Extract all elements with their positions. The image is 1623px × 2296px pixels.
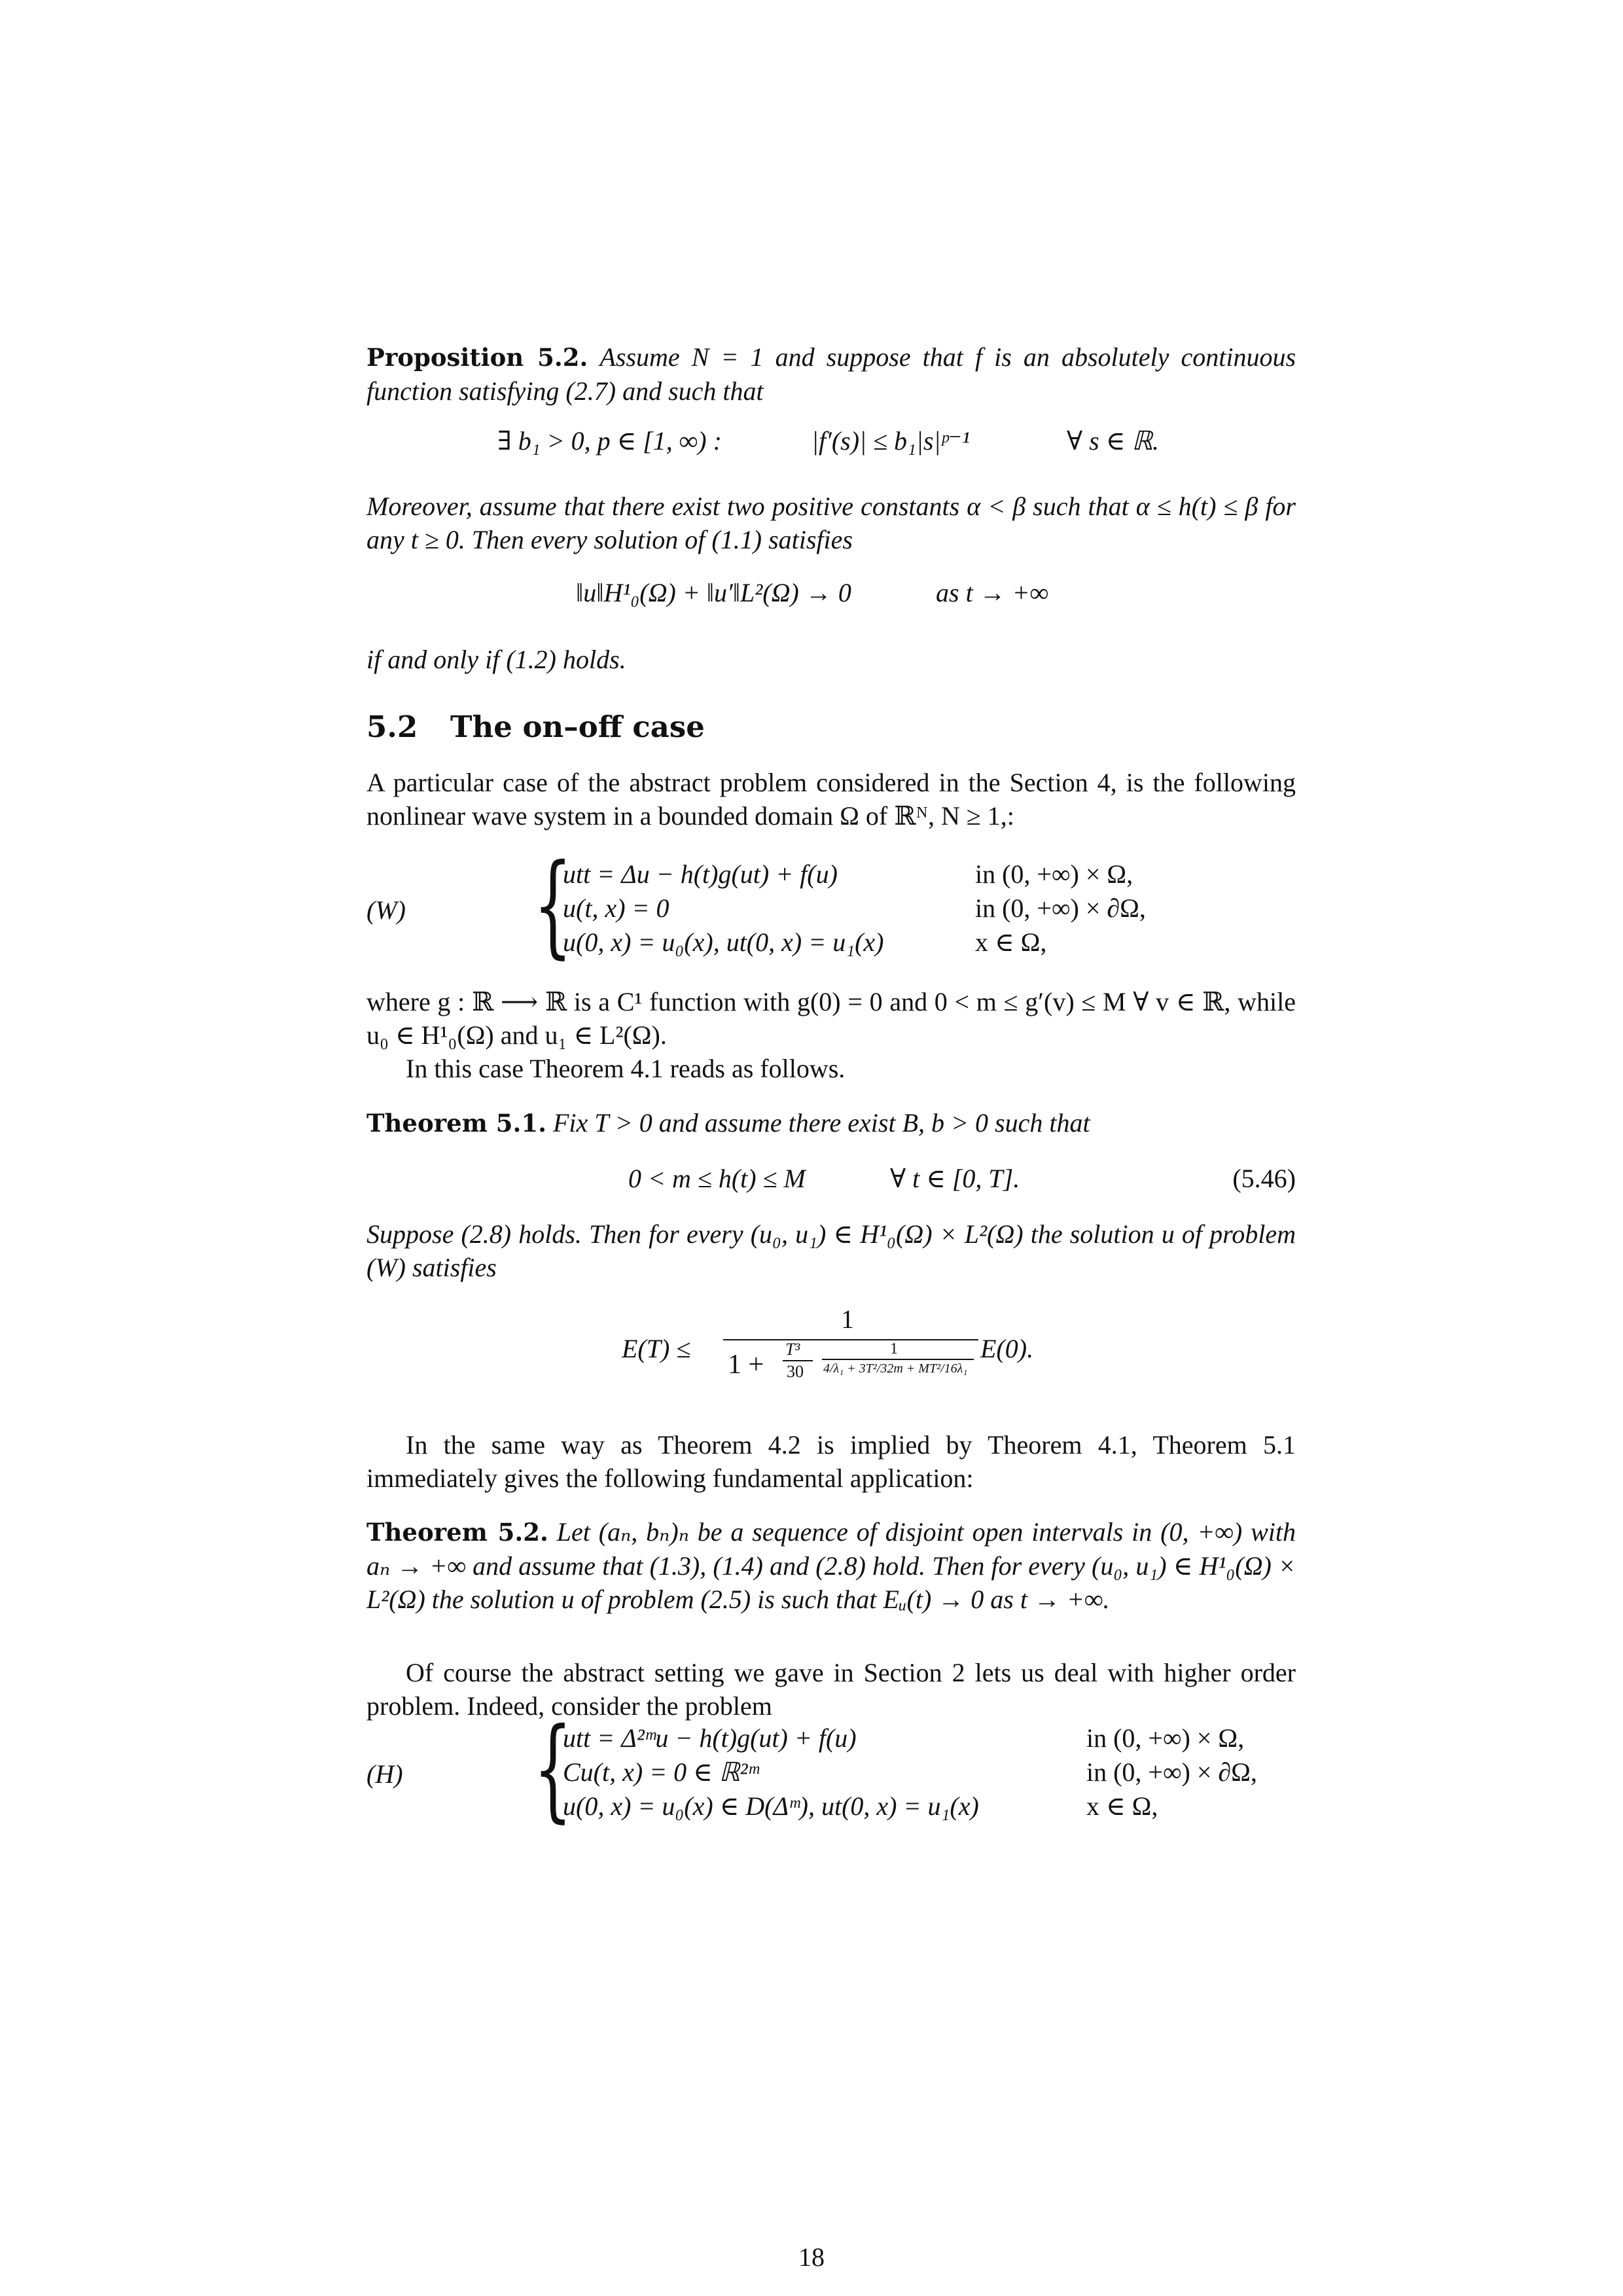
theorem-51-text-2: Suppose (2.8) holds. Then for every (u₀, u₁) ∈ H¹₀(Ω) × L²(Ω) the solution u of problem (W) satisfies <box>366 1219 1296 1282</box>
section-heading <box>366 710 1296 749</box>
equation-number: (5.46) <box>1232 1164 1296 1193</box>
den-t3: T³ <box>785 1340 800 1359</box>
fraction-bar <box>723 1339 978 1340</box>
system-w-row-1: utt = Δu − h(t)g(ut) + f(u) <box>563 859 838 889</box>
system-w-dom-3: x ∈ Ω, <box>975 927 1047 957</box>
theorem-52-paragraph <box>366 1515 1296 1616</box>
paragraph-4 <box>366 1428 1296 1495</box>
proposition-text-3: if and only if (1.2) holds. <box>366 645 626 674</box>
ineq-numerator: 1 <box>841 1304 854 1334</box>
inner-fraction-bar <box>822 1359 974 1360</box>
theorem-51-heading: Theorem 5.1. <box>366 1109 546 1138</box>
system-w-dom-1: in (0, +∞) × Ω, <box>975 859 1133 889</box>
proposition-paragraph <box>366 340 1296 408</box>
proposition-paragraph-2 <box>366 490 1296 556</box>
small-fraction-bar <box>783 1360 813 1361</box>
eq-left: ∃ b₁ > 0, p ∈ [1, ∞) : <box>497 426 722 456</box>
theorem-51-paragraph-2 <box>366 1217 1296 1284</box>
paragraph-4-text: In the same way as Theorem 4.2 is implied by Theorem 4.1, Theorem 5.1 immediately gives the following fundamental application: <box>366 1430 1296 1493</box>
system-h-row-2: Cu(t, x) = 0 ∈ ℝ²ᵐ <box>563 1757 759 1787</box>
inner-denominator: 4/λ₁ + 3T²/32m + MT²/16λ₁ <box>823 1361 968 1376</box>
page-number: 18 <box>798 2242 825 2272</box>
theorem-52-heading: Theorem 5.2. <box>366 1518 548 1547</box>
theorem-51-equation <box>366 1162 1296 1195</box>
paragraph-5-text: Of course the abstract setting we gave in Section 2 lets us deal with higher order problem. Indeed, consider the problem <box>366 1658 1296 1721</box>
paragraph-5 <box>366 1656 1296 1723</box>
system-w <box>366 840 1296 970</box>
eq2-right: as t → +∞ <box>936 578 1049 607</box>
proposition-heading: Proposition 5.2. <box>366 343 588 372</box>
den-30: 30 <box>787 1362 804 1381</box>
theorem-51-eq: 0 < m ≤ h(t) ≤ M <box>628 1164 806 1193</box>
ineq-lhs: E(T) ≤ <box>622 1334 691 1363</box>
den-one-plus: 1 + <box>728 1350 764 1380</box>
theorem-51-text: Fix T > 0 and assume there exist B, b > 0 such that <box>552 1108 1090 1138</box>
system-w-row-2: u(t, x) = 0 <box>563 893 669 923</box>
system-h-dom-3: x ∈ Ω, <box>1086 1791 1158 1821</box>
system-h-dom-2: in (0, +∞) × ∂Ω, <box>1086 1757 1257 1787</box>
proposition-equation <box>366 424 1296 457</box>
section-paragraph-text: A particular case of the abstract problem considered in the Section 4, is the following nonlinear wave system in a bounded domain Ω of ℝᴺ, N ≥ 1,: <box>366 768 1296 831</box>
system-h-row-3: u(0, x) = u₀(x) ∈ D(Δᵐ), ut(0, x) = u₁(x) <box>563 1791 979 1821</box>
system-h-label: (H) <box>366 1759 403 1789</box>
proposition-equation-2 <box>366 576 1296 609</box>
section-paragraph <box>366 766 1296 833</box>
left-brace-icon: { <box>533 840 573 970</box>
inner-numerator: 1 <box>890 1340 898 1357</box>
energy-inequality <box>366 1302 1296 1401</box>
theorem-51-eq-right: ∀ t ∈ [0, T]. <box>890 1164 1020 1193</box>
theorem-52-text: Let (aₙ, bₙ)ₙ be a sequence of disjoint open intervals in (0, +∞) with aₙ → +∞ and assume that (1.3), (1.4) and (2.8) hold. Then for every (u₀, u₁) ∈ H¹₀(Ω) × L²(Ω) the solution u of problem (2.5) is such that Eᵤ(t) → 0 as t → +∞. <box>366 1517 1296 1614</box>
system-w-label: (W) <box>366 895 406 925</box>
eq2-left: ‖u‖H¹₀(Ω) + ‖u′‖L²(Ω) → 0 <box>576 578 851 607</box>
left-brace-icon: { <box>533 1704 573 1834</box>
paragraph-2 <box>366 985 1296 1052</box>
paragraph-3-text: In this case Theorem 4.1 reads as follows. <box>406 1054 846 1083</box>
proposition-text: Assume N = 1 and suppose that f is an absolutely continuous function satisfying (2.7) and such that <box>366 342 1296 406</box>
system-w-dom-2: in (0, +∞) × ∂Ω, <box>975 893 1146 923</box>
proposition-paragraph-3 <box>366 643 1296 676</box>
paragraph-3 <box>366 1052 1296 1085</box>
theorem-51-paragraph <box>366 1106 1296 1140</box>
system-h-row-1: utt = Δ²ᵐu − h(t)g(ut) + f(u) <box>563 1723 857 1753</box>
eq-right: ∀ s ∈ ℝ. <box>1067 426 1159 456</box>
ineq-rhs: E(0). <box>980 1334 1034 1363</box>
system-h-dom-1: in (0, +∞) × Ω, <box>1086 1723 1245 1753</box>
paragraph-2-text: where g : ℝ ⟶ ℝ is a C¹ function with g(0) = 0 and 0 < m ≤ g′(v) ≤ M ∀ v ∈ ℝ, while u₀ ∈ H¹₀(Ω) and u₁ ∈ L²(Ω). <box>366 987 1296 1050</box>
section-title: The on–off case <box>450 709 705 744</box>
system-h <box>366 1704 1296 1834</box>
system-w-row-3: u(0, x) = u₀(x), ut(0, x) = u₁(x) <box>563 927 884 957</box>
section-number: 5.2 <box>366 709 418 744</box>
proposition-text-2: Moreover, assume that there exist two positive constants α < β such that α ≤ h(t) ≤ β for any t ≥ 0. Then every solution of (1.1) satisfies <box>366 492 1296 554</box>
eq-mid: |f′(s)| ≤ b₁|s|ᵖ⁻¹ <box>812 426 970 456</box>
